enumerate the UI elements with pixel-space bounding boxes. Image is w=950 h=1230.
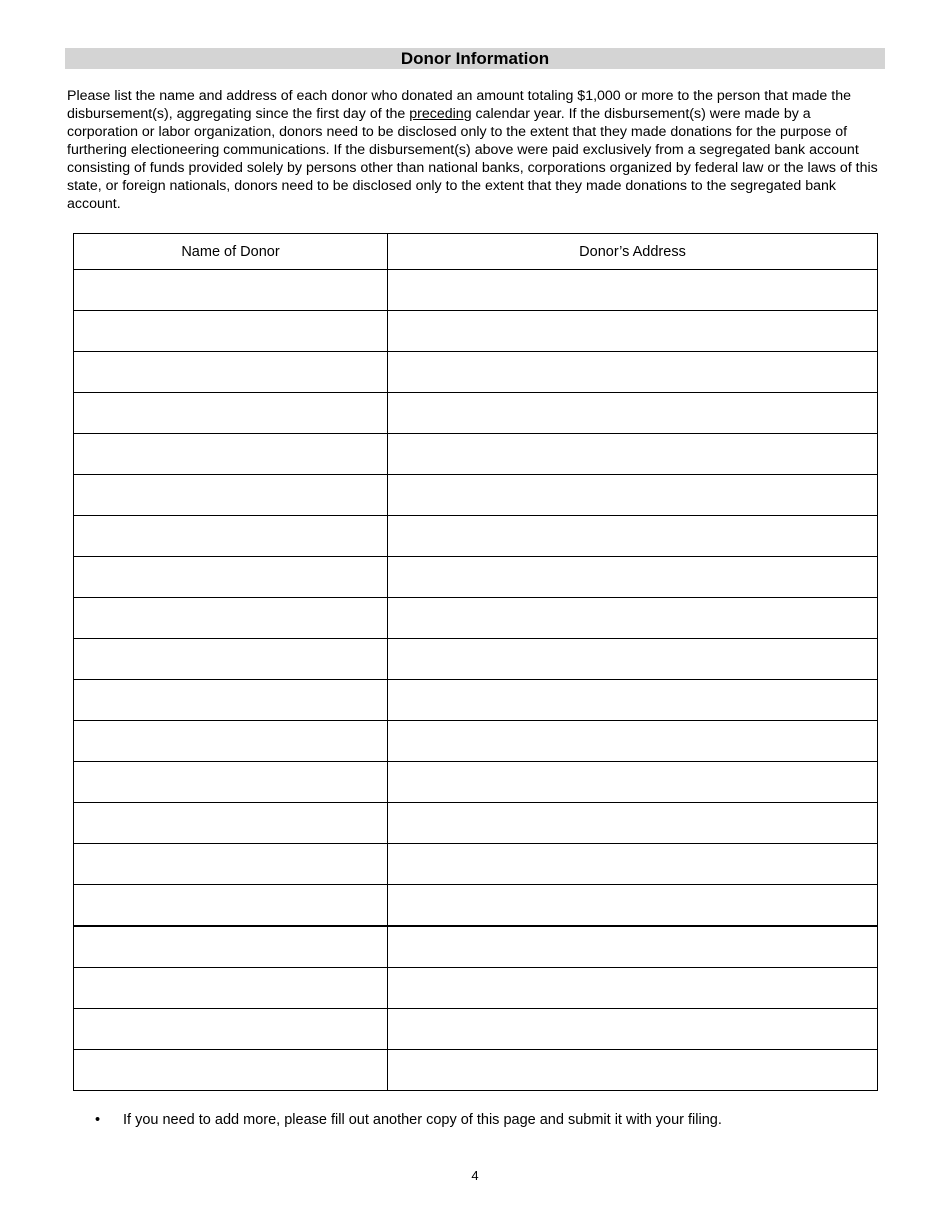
table-row — [74, 1009, 878, 1050]
donor-table-header-row — [74, 234, 878, 270]
donor-table — [73, 233, 878, 1091]
donor-name-cell[interactable] — [74, 844, 388, 885]
donor-name-cell[interactable] — [74, 598, 388, 639]
donor-address-cell[interactable] — [388, 598, 878, 639]
donor-name-cell[interactable] — [74, 885, 388, 927]
add-more-note-text: If you need to add more, please fill out another copy of this page and submit it with your filing. — [123, 1112, 722, 1128]
section-title: Donor Information — [65, 48, 885, 69]
donor-name-cell[interactable] — [74, 762, 388, 803]
donor-name-cell[interactable] — [74, 557, 388, 598]
donor-address-cell[interactable] — [388, 516, 878, 557]
donor-name-cell[interactable] — [74, 803, 388, 844]
donor-name-cell[interactable] — [74, 680, 388, 721]
page-number: 4 — [471, 1168, 479, 1183]
donor-address-cell[interactable] — [388, 270, 878, 311]
table-row — [74, 968, 878, 1009]
table-row — [74, 885, 878, 927]
table-row — [74, 557, 878, 598]
donor-name-cell[interactable] — [74, 270, 388, 311]
donor-address-cell[interactable] — [388, 557, 878, 598]
table-row — [74, 639, 878, 680]
donor-name-cell[interactable] — [74, 516, 388, 557]
donor-address-cell[interactable] — [388, 762, 878, 803]
donor-name-cell[interactable] — [74, 352, 388, 393]
table-row — [74, 598, 878, 639]
donor-name-cell[interactable] — [74, 1009, 388, 1050]
table-row — [74, 393, 878, 434]
donor-address-cell[interactable] — [388, 1050, 878, 1091]
donor-address-cell[interactable] — [388, 803, 878, 844]
table-row — [74, 844, 878, 885]
donor-name-cell[interactable] — [74, 393, 388, 434]
column-header-name-of-donor: Name of Donor — [74, 234, 388, 270]
table-row — [74, 762, 878, 803]
table-row — [74, 475, 878, 516]
instructions-text-part2: calendar year. If the disbursement(s) were made by a corporation or labor organization, donors need to be disclosed only to the extent that they made donations for the purpose of furthering electioneering communications. If the disbursement(s) above were paid exclusively from a segregated bank account consisting of funds provided solely by persons other than national banks, corporations organized by federal law or the laws of this state, or foreign nationals, donors need to be disclosed only to the extent that they made donations to the segregated bank account. — [67, 106, 878, 212]
table-row — [74, 434, 878, 475]
donor-name-cell[interactable] — [74, 968, 388, 1009]
donor-name-cell[interactable] — [74, 639, 388, 680]
donor-name-cell[interactable] — [74, 1050, 388, 1091]
table-row — [74, 311, 878, 352]
donor-name-cell[interactable] — [74, 926, 388, 968]
donor-address-cell[interactable] — [388, 680, 878, 721]
table-row — [74, 803, 878, 844]
donor-address-cell[interactable] — [388, 1009, 878, 1050]
donor-address-cell[interactable] — [388, 352, 878, 393]
donor-address-cell[interactable] — [388, 311, 878, 352]
donor-address-cell[interactable] — [388, 434, 878, 475]
donor-name-cell[interactable] — [74, 311, 388, 352]
donor-address-cell[interactable] — [388, 844, 878, 885]
donor-address-cell[interactable] — [388, 639, 878, 680]
donor-name-cell[interactable] — [74, 475, 388, 516]
table-row — [74, 270, 878, 311]
donor-address-cell[interactable] — [388, 926, 878, 968]
table-row — [74, 926, 878, 968]
column-header-donor-address: Donor’s Address — [388, 234, 878, 270]
donor-address-cell[interactable] — [388, 968, 878, 1009]
donor-address-cell[interactable] — [388, 721, 878, 762]
instructions-paragraph — [67, 87, 885, 213]
table-row — [74, 721, 878, 762]
table-row — [74, 352, 878, 393]
instructions-text-part1: Please list the name and address of each donor who donated an amount totaling $1,000 or more to the person that made the disbursement(s), aggregating since the first day of the — [67, 88, 851, 122]
add-more-note — [95, 1111, 722, 1129]
donor-address-cell[interactable] — [388, 475, 878, 516]
table-row — [74, 1050, 878, 1091]
donor-address-cell[interactable] — [388, 885, 878, 927]
instructions-underlined-word: preceding — [409, 106, 472, 122]
table-row — [74, 680, 878, 721]
bullet-icon: • — [95, 1112, 101, 1128]
donor-name-cell[interactable] — [74, 434, 388, 475]
donor-address-cell[interactable] — [388, 393, 878, 434]
donor-name-cell[interactable] — [74, 721, 388, 762]
table-row — [74, 516, 878, 557]
